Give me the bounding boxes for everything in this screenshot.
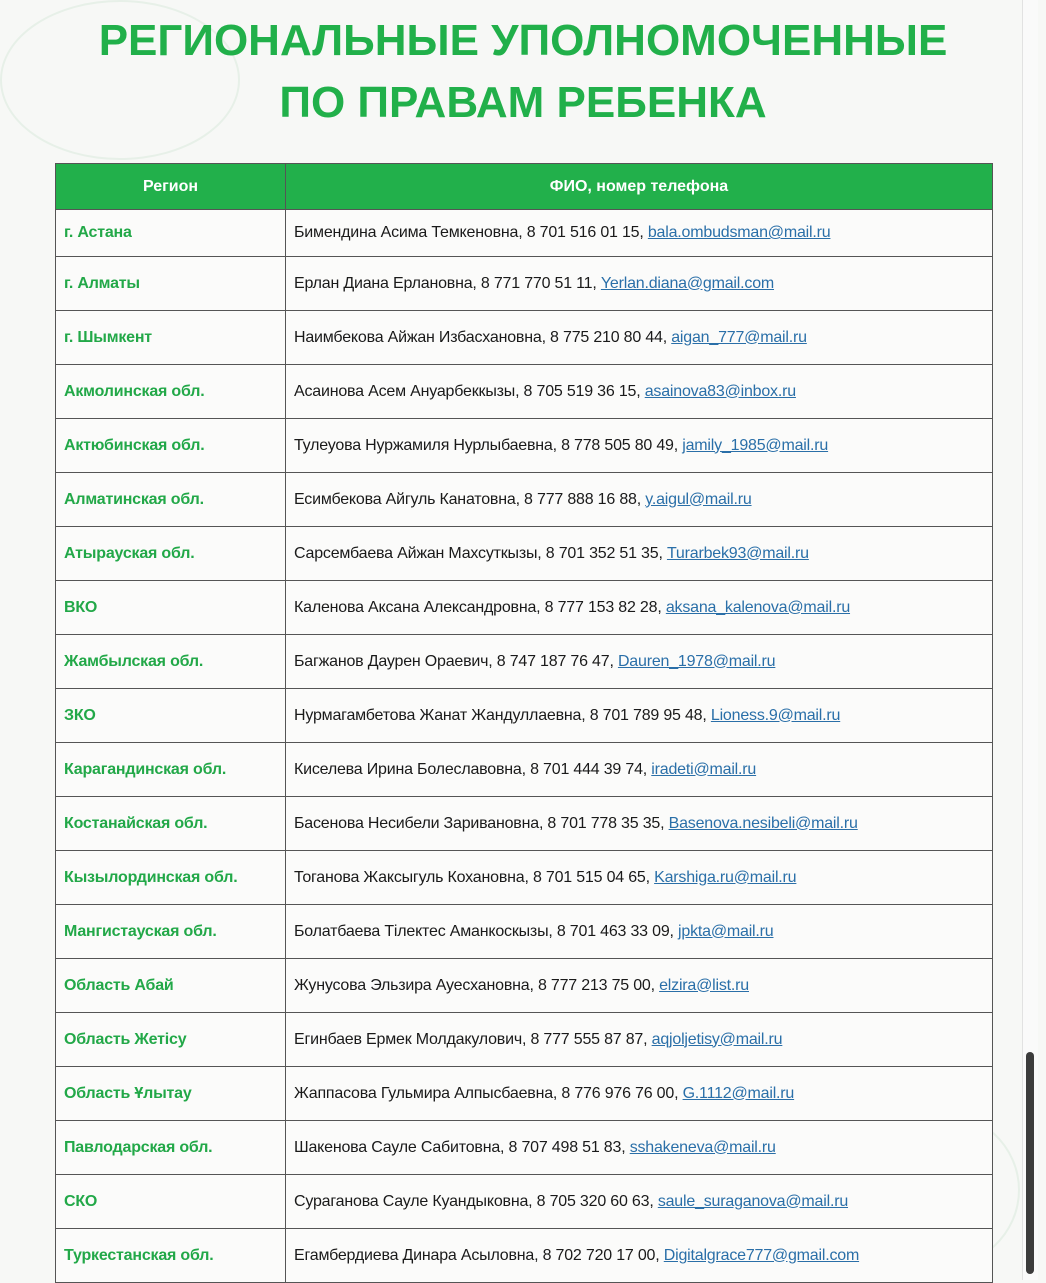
email-link[interactable]: elzira@list.ru: [659, 976, 749, 994]
email-link[interactable]: Yerlan.diana@gmail.com: [600, 274, 775, 292]
person-info: Сарсембаева Айжан Махсуткызы, 8 701 352 51 35,: [294, 544, 667, 562]
region-cell: Жамбылская обл.: [56, 635, 286, 689]
table-row: [56, 1013, 993, 1067]
table-header-row: [56, 164, 993, 210]
person-info: Наимбекова Айжан Избасхановна, 8 775 210 80 44,: [294, 328, 672, 346]
contact-cell: [286, 635, 993, 689]
person-info: Басенова Несибели Заривановна, 8 701 778 35 35,: [294, 814, 669, 832]
email-link[interactable]: Dauren_1978@mail.ru: [617, 652, 776, 670]
column-header-contact: ФИО, номер телефона: [286, 164, 993, 210]
contact-cell: [286, 1013, 993, 1067]
table-row: [56, 635, 993, 689]
person-info: Каленова Аксана Александровна, 8 777 153 82 28,: [294, 598, 666, 616]
contact-cell: [286, 210, 993, 257]
region-cell: Кызылординская обл.: [56, 851, 286, 905]
table-row: [56, 1229, 993, 1283]
email-link[interactable]: aqjoljetisy@mail.ru: [651, 1030, 783, 1048]
region-cell: Павлодарская обл.: [56, 1121, 286, 1175]
contact-cell: [286, 689, 993, 743]
person-info: Егинбаев Ермек Молдакулович, 8 777 555 87 87,: [294, 1030, 652, 1048]
email-link[interactable]: bala.ombudsman@mail.ru: [647, 224, 831, 241]
region-cell: г. Шымкент: [56, 311, 286, 365]
title-line-1: РЕГИОНАЛЬНЫЕ УПОЛНОМОЧЕННЫЕ: [98, 16, 948, 65]
table-row: [56, 689, 993, 743]
person-info: Есимбекова Айгуль Канатовна, 8 777 888 16 88,: [294, 490, 646, 508]
contact-cell: [286, 1229, 993, 1283]
contact-cell: [286, 797, 993, 851]
person-info: Багжанов Даурен Ораевич, 8 747 187 76 47,: [294, 652, 618, 670]
person-info: Болатбаева Тілектес Аманкоскызы, 8 701 463 33 09,: [294, 922, 679, 940]
ombudsman-table: [55, 163, 993, 1283]
person-info: Асаинова Асем Ануарбеккызы, 8 705 519 36 15,: [294, 382, 645, 400]
contact-cell: [286, 419, 993, 473]
region-cell: Мангистауская обл.: [56, 905, 286, 959]
person-info: Ерлан Диана Ерлановна, 8 771 770 51 11,: [294, 274, 601, 292]
region-cell: Актюбинская обл.: [56, 419, 286, 473]
email-link[interactable]: sshakeneva@mail.ru: [629, 1138, 776, 1156]
person-info: Тулеуова Нуржамиля Нурлыбаевна, 8 778 505 80 49,: [294, 436, 683, 454]
email-link[interactable]: G.1112@mail.ru: [682, 1084, 795, 1102]
person-info: Жаппасова Гульмира Алпысбаевна, 8 776 976 76 00,: [294, 1084, 683, 1102]
table-row: [56, 1121, 993, 1175]
person-info: Егамбердиева Динара Асыловна, 8 702 720 17 00,: [294, 1246, 664, 1264]
table-row: [56, 1067, 993, 1121]
contact-cell: [286, 527, 993, 581]
email-link[interactable]: jpkta@mail.ru: [678, 922, 774, 940]
region-cell: Область Абай: [56, 959, 286, 1013]
region-cell: Костанайская обл.: [56, 797, 286, 851]
region-cell: Туркестанская обл.: [56, 1229, 286, 1283]
email-link[interactable]: Digitalgrace777@gmail.com: [663, 1246, 860, 1264]
region-cell: ЗКО: [56, 689, 286, 743]
email-link[interactable]: Basenova.nesibeli@mail.ru: [668, 814, 858, 832]
contact-cell: [286, 365, 993, 419]
table-body: [56, 210, 993, 1283]
table-row: [56, 905, 993, 959]
contact-cell: [286, 743, 993, 797]
person-info: Шакенова Сауле Сабитовна, 8 707 498 51 83,: [294, 1138, 630, 1156]
email-link[interactable]: asainova83@inbox.ru: [644, 382, 796, 400]
contact-cell: [286, 1121, 993, 1175]
region-cell: Алматинская обл.: [56, 473, 286, 527]
page-title: [0, 10, 1046, 134]
person-info: Сураганова Сауле Куандыковна, 8 705 320 60 63,: [294, 1192, 658, 1210]
table-row: [56, 527, 993, 581]
column-header-region: Регион: [56, 164, 286, 210]
person-info: Жунусова Эльзира Ауесхановна, 8 777 213 75 00,: [294, 976, 660, 994]
contact-cell: [286, 311, 993, 365]
table-row: [56, 210, 993, 257]
table-row: [56, 743, 993, 797]
region-cell: г. Алматы: [56, 257, 286, 311]
email-link[interactable]: Turarbek93@mail.ru: [666, 544, 809, 562]
table-row: [56, 851, 993, 905]
table-row: [56, 581, 993, 635]
region-cell: СКО: [56, 1175, 286, 1229]
region-cell: ВКО: [56, 581, 286, 635]
table-row: [56, 797, 993, 851]
region-cell: Атырауская обл.: [56, 527, 286, 581]
person-info: Тоганова Жаксыгуль Кохановна, 8 701 515 04 65,: [294, 868, 655, 886]
email-link[interactable]: saule_suraganova@mail.ru: [657, 1192, 849, 1210]
table-row: [56, 959, 993, 1013]
table-row: [56, 473, 993, 527]
person-info: Киселева Ирина Болеславовна, 8 701 444 39 74,: [294, 760, 652, 778]
region-cell: Область Жетісу: [56, 1013, 286, 1067]
table-row: [56, 419, 993, 473]
region-cell: г. Астана: [56, 210, 286, 257]
email-link[interactable]: Lioness.9@mail.ru: [710, 706, 841, 724]
contact-cell: [286, 257, 993, 311]
contact-cell: [286, 581, 993, 635]
scrollbar-thumb[interactable]: [1026, 1052, 1034, 1274]
region-cell: Область Ұлытау: [56, 1067, 286, 1121]
table-row: [56, 365, 993, 419]
email-link[interactable]: iradeti@mail.ru: [651, 760, 757, 778]
table-row: [56, 311, 993, 365]
contact-cell: [286, 473, 993, 527]
contact-cell: [286, 1067, 993, 1121]
table-row: [56, 257, 993, 311]
person-info: Бимендина Асима Темкеновна, 8 701 516 01 15,: [294, 224, 648, 241]
contact-cell: [286, 959, 993, 1013]
region-cell: Акмолинская обл.: [56, 365, 286, 419]
contact-cell: [286, 851, 993, 905]
contact-cell: [286, 905, 993, 959]
title-line-2: ПО ПРАВАМ РЕБЕНКА: [279, 78, 767, 127]
email-link[interactable]: aigan_777@mail.ru: [671, 328, 807, 346]
email-link[interactable]: Karshiga.ru@mail.ru: [654, 868, 797, 886]
person-info: Нурмагамбетова Жанат Жандуллаевна, 8 701 789 95 48,: [294, 706, 711, 724]
email-link[interactable]: aksana_kalenova@mail.ru: [665, 598, 851, 616]
email-link[interactable]: jamily_1985@mail.ru: [682, 436, 829, 454]
table-row: [56, 1175, 993, 1229]
contact-cell: [286, 1175, 993, 1229]
region-cell: Карагандинская обл.: [56, 743, 286, 797]
email-link[interactable]: y.aigul@mail.ru: [645, 490, 752, 508]
